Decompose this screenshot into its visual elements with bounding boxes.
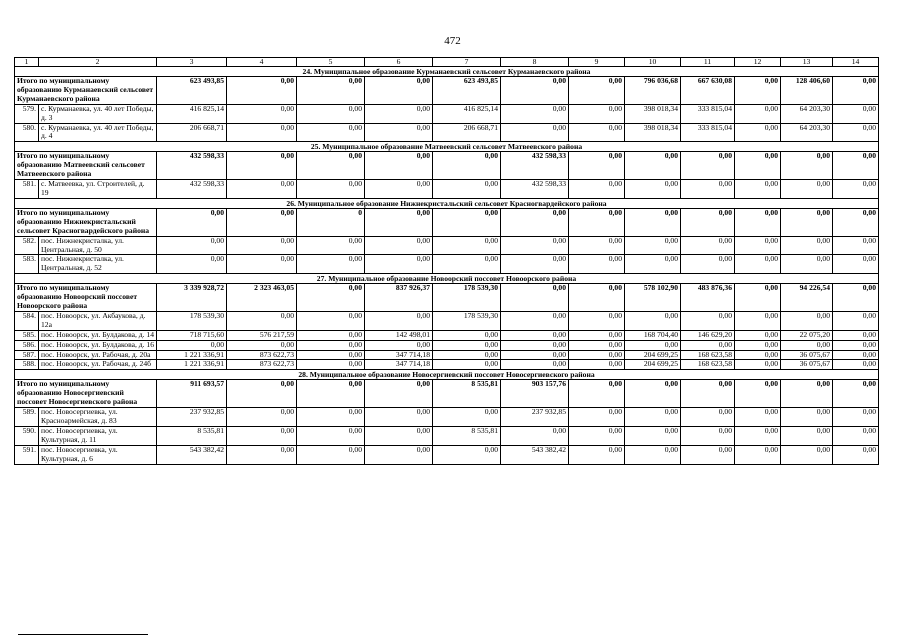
amount: 0,00	[833, 236, 879, 255]
amount: 0,00	[365, 311, 433, 330]
total-value: 0	[297, 208, 365, 236]
amount: 347 714,18	[365, 360, 433, 370]
amount: 0,00	[433, 180, 501, 199]
amount: 178 539,30	[433, 311, 501, 330]
amount: 0,00	[781, 236, 833, 255]
total-value: 0,00	[681, 152, 735, 180]
amount: 0,00	[833, 104, 879, 123]
table-row	[15, 180, 879, 199]
amount: 0,00	[625, 236, 681, 255]
amount: 0,00	[501, 123, 569, 142]
column-header: 13	[781, 58, 833, 67]
amount: 0,00	[735, 340, 781, 350]
amount: 0,00	[297, 255, 365, 274]
amount: 237 932,85	[501, 408, 569, 427]
total-value: 0,00	[833, 380, 879, 408]
row-number: 587.	[15, 350, 39, 360]
total-value: 0,00	[227, 380, 297, 408]
total-value: 0,00	[433, 208, 501, 236]
amount: 0,00	[681, 408, 735, 427]
amount: 36 075,67	[781, 360, 833, 370]
amount: 1 221 336,91	[157, 350, 227, 360]
address: пос. Новосергиевка, ул. Культурная, д. 11	[39, 426, 157, 445]
amount: 0,00	[227, 180, 297, 199]
amount: 0,00	[781, 340, 833, 350]
amount: 0,00	[501, 360, 569, 370]
amount: 237 932,85	[157, 408, 227, 427]
address: пос. Нижнекристалка, ул. Центральная, д. 50	[39, 236, 157, 255]
total-value: 0,00	[735, 284, 781, 312]
total-value: 0,00	[227, 208, 297, 236]
total-row	[15, 152, 879, 180]
table-row	[15, 311, 879, 330]
address: пос. Новоорск, ул. Булдакова, д. 14	[39, 330, 157, 340]
amount: 0,00	[735, 311, 781, 330]
total-value: 0,00	[735, 380, 781, 408]
amount: 0,00	[297, 426, 365, 445]
total-value: 0,00	[365, 152, 433, 180]
table-row	[15, 255, 879, 274]
address: с. Матвеевка, ул. Строителей, д. 19	[39, 180, 157, 199]
table-row	[15, 408, 879, 427]
amount: 0,00	[365, 255, 433, 274]
row-number: 591.	[15, 445, 39, 464]
amount: 0,00	[297, 445, 365, 464]
amount: 0,00	[297, 311, 365, 330]
total-value: 8 535,81	[433, 380, 501, 408]
amount: 0,00	[833, 350, 879, 360]
amount: 0,00	[433, 445, 501, 464]
amount: 206 668,71	[433, 123, 501, 142]
table-row	[15, 350, 879, 360]
amount: 0,00	[735, 330, 781, 340]
column-header: 3	[157, 58, 227, 67]
address: пос. Новоорск, ул. Рабочая, д. 24б	[39, 360, 157, 370]
page-number: 472	[444, 35, 461, 47]
total-value: 0,00	[681, 208, 735, 236]
total-value: 0,00	[433, 152, 501, 180]
amount: 8 535,81	[433, 426, 501, 445]
total-row	[15, 77, 879, 105]
amount: 0,00	[569, 426, 625, 445]
amount: 0,00	[433, 236, 501, 255]
amount: 0,00	[833, 311, 879, 330]
amount: 0,00	[735, 360, 781, 370]
amount: 36 075,67	[781, 350, 833, 360]
amount: 0,00	[501, 311, 569, 330]
amount: 0,00	[681, 255, 735, 274]
section-title: 24. Муниципальное образование Курманаевский сельсовет Курманаевского района	[15, 67, 879, 77]
amount: 0,00	[569, 350, 625, 360]
amount: 0,00	[297, 236, 365, 255]
amount: 0,00	[833, 426, 879, 445]
total-label: Итого по муниципальному образованию Курманаевский сельсовет Курманаевского района	[15, 77, 157, 105]
amount: 543 382,42	[501, 445, 569, 464]
address: с. Курманаевка, ул. 40 лет Победы, д. 3	[39, 104, 157, 123]
amount: 0,00	[227, 408, 297, 427]
amount: 0,00	[501, 350, 569, 360]
total-value: 0,00	[569, 152, 625, 180]
total-value: 0,00	[625, 380, 681, 408]
amount: 718 715,60	[157, 330, 227, 340]
amount: 0,00	[625, 408, 681, 427]
address: пос. Нижнекристалка, ул. Центральная, д. 52	[39, 255, 157, 274]
total-value: 432 598,33	[157, 152, 227, 180]
amount: 0,00	[501, 255, 569, 274]
table-row	[15, 236, 879, 255]
table-row	[15, 426, 879, 445]
row-number: 590.	[15, 426, 39, 445]
amount: 0,00	[833, 180, 879, 199]
amount: 0,00	[735, 445, 781, 464]
total-value: 0,00	[297, 77, 365, 105]
amount: 0,00	[365, 180, 433, 199]
amount: 0,00	[365, 340, 433, 350]
amount: 0,00	[569, 180, 625, 199]
amount: 0,00	[735, 236, 781, 255]
amount: 0,00	[735, 426, 781, 445]
row-number: 580.	[15, 123, 39, 142]
total-value: 178 539,30	[433, 284, 501, 312]
amount: 0,00	[227, 236, 297, 255]
amount: 0,00	[297, 123, 365, 142]
amount: 0,00	[833, 445, 879, 464]
total-value: 0,00	[735, 152, 781, 180]
total-value: 0,00	[297, 380, 365, 408]
amount: 0,00	[569, 311, 625, 330]
amount: 0,00	[735, 180, 781, 199]
total-value: 578 102,90	[625, 284, 681, 312]
amount: 398 018,34	[625, 123, 681, 142]
bottom-rule	[18, 634, 148, 635]
amount: 347 714,18	[365, 350, 433, 360]
amount: 0,00	[157, 340, 227, 350]
total-value: 0,00	[833, 284, 879, 312]
amount: 0,00	[781, 255, 833, 274]
total-value: 0,00	[625, 152, 681, 180]
row-number: 588.	[15, 360, 39, 370]
amount: 0,00	[735, 408, 781, 427]
amount: 432 598,33	[501, 180, 569, 199]
total-value: 0,00	[297, 152, 365, 180]
amount: 204 699,25	[625, 350, 681, 360]
amount: 0,00	[833, 330, 879, 340]
amount: 0,00	[433, 340, 501, 350]
amount: 146 629,20	[681, 330, 735, 340]
total-value: 796 036,68	[625, 77, 681, 105]
amount: 0,00	[781, 408, 833, 427]
section-title: 28. Муниципальное образование Новосергиевский поссовет Новосергиевского района	[15, 370, 879, 380]
table-row	[15, 330, 879, 340]
amount: 0,00	[833, 408, 879, 427]
amount: 0,00	[297, 408, 365, 427]
amount: 0,00	[735, 123, 781, 142]
total-label: Итого по муниципальному образованию Новосергиевский поссовет Новосергиевского района	[15, 380, 157, 408]
row-number: 589.	[15, 408, 39, 427]
amount: 0,00	[833, 123, 879, 142]
amount: 168 623,58	[681, 350, 735, 360]
address: пос. Новоорск, ул. Булдакова, д. 16	[39, 340, 157, 350]
total-value: 0,00	[681, 380, 735, 408]
amount: 0,00	[433, 408, 501, 427]
amount: 0,00	[297, 330, 365, 340]
amount: 0,00	[157, 255, 227, 274]
amount: 0,00	[501, 426, 569, 445]
amount: 0,00	[625, 340, 681, 350]
amount: 0,00	[501, 340, 569, 350]
total-row	[15, 208, 879, 236]
amount: 168 623,58	[681, 360, 735, 370]
amount: 0,00	[681, 311, 735, 330]
row-number: 582.	[15, 236, 39, 255]
amount: 22 075,20	[781, 330, 833, 340]
amount: 0,00	[569, 408, 625, 427]
amount: 0,00	[433, 360, 501, 370]
amount: 0,00	[227, 123, 297, 142]
amount: 0,00	[681, 236, 735, 255]
amount: 0,00	[735, 104, 781, 123]
total-value: 911 693,57	[157, 380, 227, 408]
section-header-row	[15, 142, 879, 152]
amount: 543 382,42	[157, 445, 227, 464]
amount: 142 498,01	[365, 330, 433, 340]
amount: 204 699,25	[625, 360, 681, 370]
amount: 0,00	[833, 255, 879, 274]
amount: 873 622,73	[227, 350, 297, 360]
address: пос. Новоорск, ул. Акбаукова, д. 12а	[39, 311, 157, 330]
total-value: 0,00	[227, 77, 297, 105]
amount: 0,00	[227, 104, 297, 123]
amount: 0,00	[433, 350, 501, 360]
amount: 0,00	[569, 104, 625, 123]
amount: 0,00	[569, 236, 625, 255]
total-value: 0,00	[501, 208, 569, 236]
total-value: 128 406,60	[781, 77, 833, 105]
amount: 0,00	[833, 360, 879, 370]
section-header-row	[15, 67, 879, 77]
amount: 398 018,34	[625, 104, 681, 123]
address: пос. Новосергиевка, ул. Культурная, д. 6	[39, 445, 157, 464]
amount: 416 825,14	[433, 104, 501, 123]
total-row	[15, 380, 879, 408]
total-value: 0,00	[625, 208, 681, 236]
column-header: 4	[227, 58, 297, 67]
amount: 0,00	[781, 311, 833, 330]
amount: 0,00	[569, 445, 625, 464]
amount: 0,00	[681, 445, 735, 464]
row-number: 584.	[15, 311, 39, 330]
amount: 0,00	[365, 236, 433, 255]
amount: 0,00	[501, 104, 569, 123]
amount: 0,00	[433, 330, 501, 340]
table-row	[15, 104, 879, 123]
amount: 0,00	[681, 180, 735, 199]
total-value: 0,00	[735, 208, 781, 236]
column-header: 11	[681, 58, 735, 67]
row-number: 586.	[15, 340, 39, 350]
amount: 0,00	[833, 340, 879, 350]
amount: 1 221 336,91	[157, 360, 227, 370]
amount: 0,00	[625, 426, 681, 445]
amount: 0,00	[569, 330, 625, 340]
column-header: 2	[39, 58, 157, 67]
total-value: 0,00	[569, 77, 625, 105]
amount: 0,00	[433, 255, 501, 274]
section-header-row	[15, 198, 879, 208]
total-row	[15, 284, 879, 312]
amount: 0,00	[365, 123, 433, 142]
table-row	[15, 123, 879, 142]
row-number: 583.	[15, 255, 39, 274]
section-title: 27. Муниципальное образование Новоорский поссовет Новоорского района	[15, 274, 879, 284]
row-number: 585.	[15, 330, 39, 340]
column-header: 7	[433, 58, 501, 67]
total-value: 0,00	[569, 380, 625, 408]
table-row	[15, 340, 879, 350]
column-header: 10	[625, 58, 681, 67]
amount: 0,00	[781, 445, 833, 464]
amount: 0,00	[227, 445, 297, 464]
total-value: 0,00	[781, 208, 833, 236]
total-value: 432 598,33	[501, 152, 569, 180]
total-label: Итого по муниципальному образованию Матвеевский сельсовет Матвеевского района	[15, 152, 157, 180]
total-value: 0,00	[365, 380, 433, 408]
amount: 0,00	[501, 236, 569, 255]
amount: 0,00	[569, 255, 625, 274]
amount: 0,00	[297, 104, 365, 123]
address: пос. Новоорск, ул. Рабочая, д. 20а	[39, 350, 157, 360]
table-body	[15, 67, 879, 465]
amount: 0,00	[781, 426, 833, 445]
amount: 206 668,71	[157, 123, 227, 142]
total-value: 623 493,85	[157, 77, 227, 105]
amount: 0,00	[625, 311, 681, 330]
amount: 0,00	[569, 340, 625, 350]
total-value: 0,00	[569, 284, 625, 312]
amount: 0,00	[227, 426, 297, 445]
total-value: 2 323 463,05	[227, 284, 297, 312]
total-value: 3 339 928,72	[157, 284, 227, 312]
total-value: 483 876,36	[681, 284, 735, 312]
amount: 432 598,33	[157, 180, 227, 199]
column-header: 1	[15, 58, 39, 67]
total-value: 0,00	[833, 152, 879, 180]
amount: 873 622,73	[227, 360, 297, 370]
total-label: Итого по муниципальному образованию Нижнекристальский сельсовет Красногвардейского района	[15, 208, 157, 236]
total-value: 0,00	[501, 77, 569, 105]
amount: 0,00	[227, 340, 297, 350]
amount: 0,00	[157, 236, 227, 255]
total-value: 94 226,54	[781, 284, 833, 312]
section-title: 25. Муниципальное образование Матвеевский сельсовет Матвеевского района	[15, 142, 879, 152]
total-value: 903 157,76	[501, 380, 569, 408]
row-number: 579.	[15, 104, 39, 123]
amount: 333 815,04	[681, 123, 735, 142]
amount: 0,00	[569, 360, 625, 370]
amount: 64 203,30	[781, 123, 833, 142]
amount: 0,00	[569, 123, 625, 142]
amount: 576 217,59	[227, 330, 297, 340]
total-value: 0,00	[781, 380, 833, 408]
amount: 168 704,40	[625, 330, 681, 340]
total-value: 0,00	[365, 77, 433, 105]
column-header: 12	[735, 58, 781, 67]
section-header-row	[15, 274, 879, 284]
table-row	[15, 360, 879, 370]
total-value: 0,00	[227, 152, 297, 180]
section-header-row	[15, 370, 879, 380]
total-value: 667 630,08	[681, 77, 735, 105]
total-value: 0,00	[833, 208, 879, 236]
amount: 0,00	[735, 350, 781, 360]
total-value: 0,00	[833, 77, 879, 105]
amount: 0,00	[297, 180, 365, 199]
amount: 0,00	[227, 255, 297, 274]
amount: 0,00	[297, 360, 365, 370]
table-row	[15, 445, 879, 464]
amount: 0,00	[781, 180, 833, 199]
amount: 0,00	[227, 311, 297, 330]
column-header: 6	[365, 58, 433, 67]
amount: 0,00	[681, 340, 735, 350]
total-label: Итого по муниципальному образованию Новоорский поссовет Новоорского района	[15, 284, 157, 312]
column-header: 9	[569, 58, 625, 67]
address: с. Курманаевка, ул. 40 лет Победы, д. 4	[39, 123, 157, 142]
amount: 0,00	[681, 426, 735, 445]
amount: 416 825,14	[157, 104, 227, 123]
amount: 0,00	[625, 255, 681, 274]
total-value: 0,00	[781, 152, 833, 180]
amount: 8 535,81	[157, 426, 227, 445]
total-value: 0,00	[297, 284, 365, 312]
address: пос. Новосергиевка, ул. Красноармейская, д. 83	[39, 408, 157, 427]
column-header: 8	[501, 58, 569, 67]
amount: 178 539,30	[157, 311, 227, 330]
amount: 0,00	[297, 350, 365, 360]
register-table	[14, 57, 879, 465]
amount: 0,00	[625, 445, 681, 464]
amount: 0,00	[365, 104, 433, 123]
total-value: 0,00	[735, 77, 781, 105]
amount: 64 203,30	[781, 104, 833, 123]
total-value: 837 926,37	[365, 284, 433, 312]
section-title: 26. Муниципальное образование Нижнекристальский сельсовет Красногвардейского района	[15, 198, 879, 208]
column-header: 14	[833, 58, 879, 67]
column-header: 5	[297, 58, 365, 67]
amount: 0,00	[625, 180, 681, 199]
amount: 0,00	[735, 255, 781, 274]
total-value: 0,00	[365, 208, 433, 236]
amount: 0,00	[297, 340, 365, 350]
total-value: 0,00	[157, 208, 227, 236]
amount: 333 815,04	[681, 104, 735, 123]
column-number-row	[15, 58, 879, 67]
amount: 0,00	[365, 408, 433, 427]
amount: 0,00	[365, 426, 433, 445]
amount: 0,00	[501, 330, 569, 340]
total-value: 623 493,85	[433, 77, 501, 105]
total-value: 0,00	[501, 284, 569, 312]
amount: 0,00	[365, 445, 433, 464]
total-value: 0,00	[569, 208, 625, 236]
row-number: 581.	[15, 180, 39, 199]
